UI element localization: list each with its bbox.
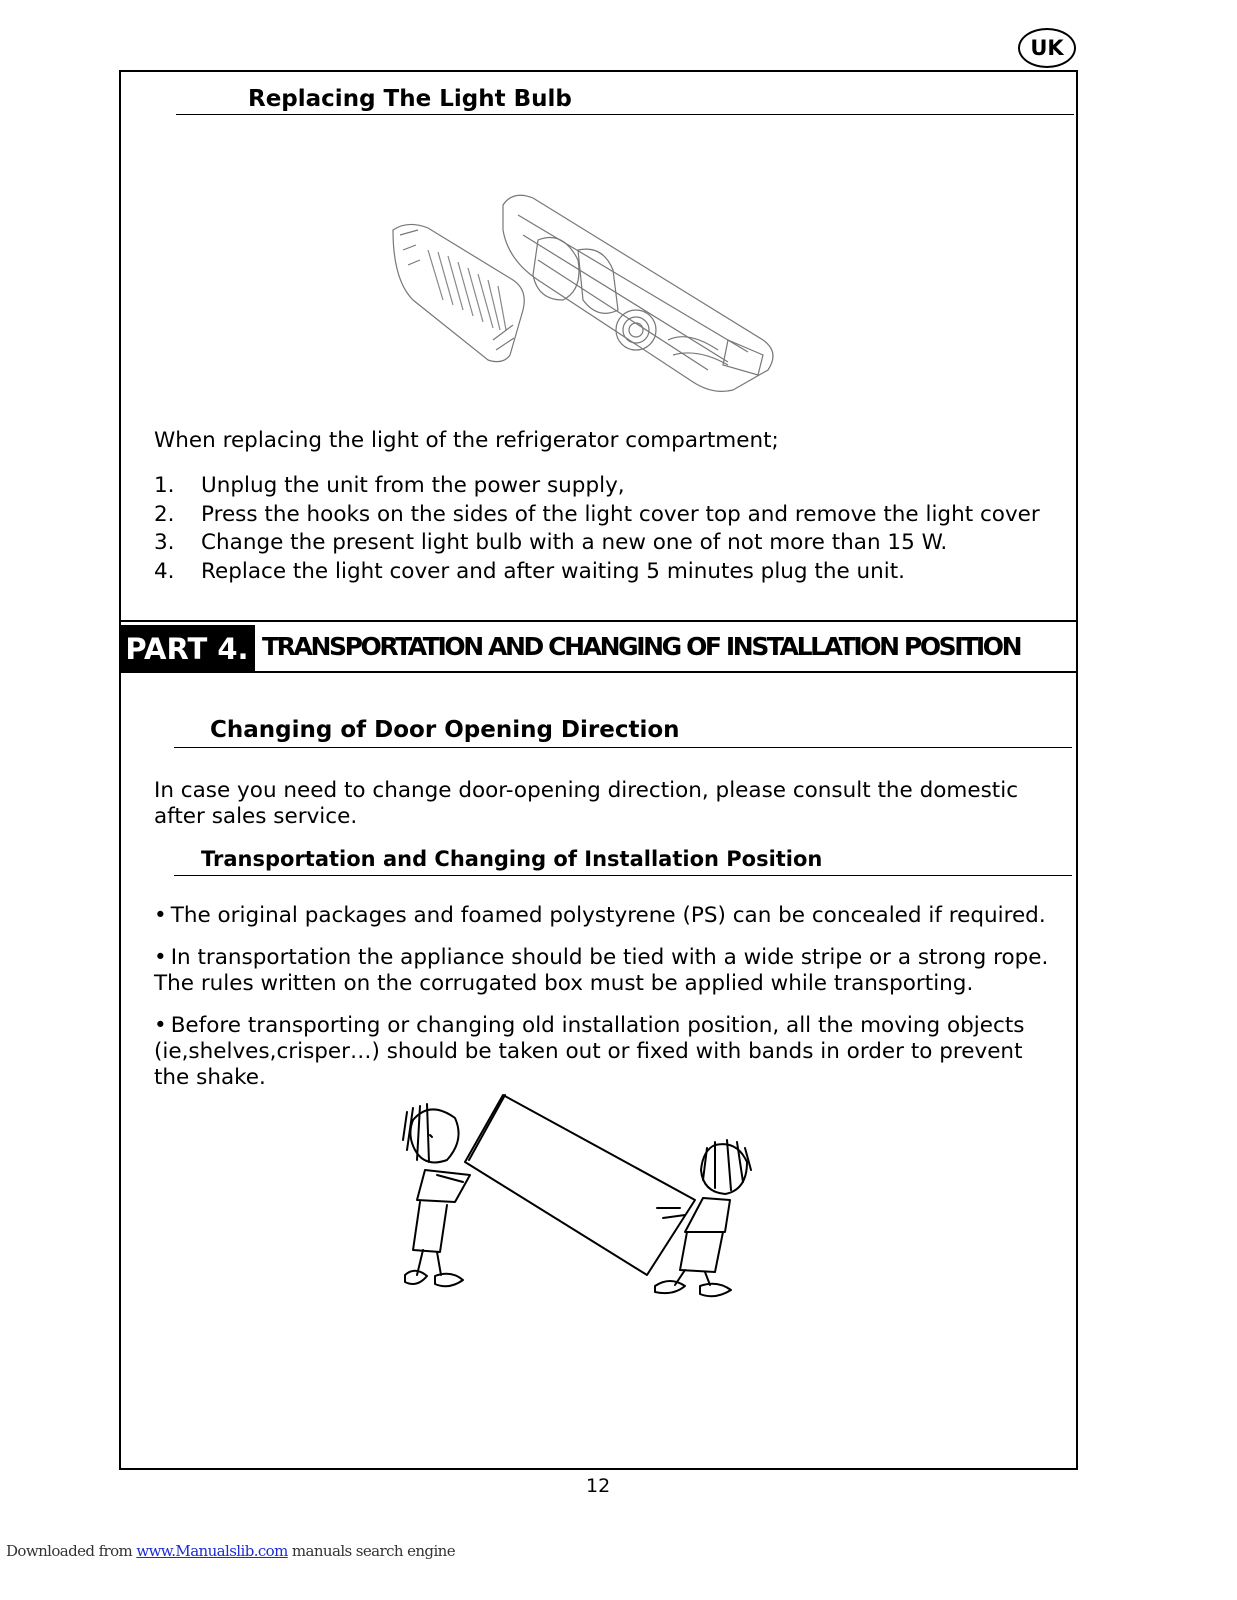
list-item — [154, 472, 1040, 501]
bullet-item — [154, 945, 1064, 997]
section-heading-light-bulb: Replacing The Light Bulb — [248, 86, 572, 112]
list-item — [154, 558, 1040, 587]
footer-suffix: manuals search engine — [287, 1542, 455, 1560]
bullet-icon: • — [154, 945, 167, 970]
step-text: Replace the light cover and after waiting 5 minutes plug the unit. — [201, 558, 906, 584]
step-text: Change the present light bulb with a new one of not more than 15 W. — [201, 530, 948, 555]
section-heading-transportation: Transportation and Changing of Installation Position — [201, 847, 823, 871]
step-number: 2. — [154, 501, 175, 527]
page-number: 12 — [586, 1475, 611, 1497]
step-number: 1. — [154, 473, 175, 498]
step-number: 3. — [154, 530, 175, 555]
bullet-icon: • — [154, 903, 167, 928]
part-label: PART 4. — [119, 625, 255, 671]
language-badge: UK — [1018, 28, 1076, 68]
light-cover-illustration — [388, 190, 788, 395]
bullet-item — [154, 903, 1064, 929]
list-item — [154, 501, 1040, 530]
step-text: Press the hooks on the sides of the light cover top and remove the light cover — [201, 501, 1040, 527]
step-number: 4. — [154, 558, 175, 584]
light-bulb-steps — [154, 472, 1040, 586]
bullet-icon: • — [154, 1013, 167, 1038]
list-item — [154, 529, 1040, 558]
bullet-text: The original packages and foamed polystyrene (PS) can be concealed if required. — [170, 903, 1046, 928]
footer-prefix: Downloaded from — [6, 1542, 137, 1560]
download-footer — [6, 1542, 455, 1560]
heading-underline — [174, 875, 1072, 876]
step-text: Unplug the unit from the power supply, — [201, 473, 625, 498]
part-band-bottom-rule — [119, 671, 1076, 673]
section-heading-door-direction: Changing of Door Opening Direction — [210, 717, 680, 743]
bullet-text: In transportation the appliance should be tied with a wide stripe or a strong rope. The rules written on the corrugated box must be applied while transporting. — [154, 945, 1049, 996]
part-band-top-rule — [119, 620, 1076, 622]
manualslib-link[interactable]: www.Manualslib.com — [136, 1542, 288, 1560]
light-bulb-intro: When replacing the light of the refrigerator compartment; — [154, 428, 779, 453]
bullet-text: Before transporting or changing old installation position, all the moving objects (ie,shelves,crisper…) should be taken out or fixed with bands in order to prevent the shake. — [154, 1013, 1025, 1090]
door-direction-text: In case you need to change door-opening direction, please consult the domestic after sales service. — [154, 778, 1019, 829]
heading-underline — [176, 114, 1074, 115]
heading-underline — [174, 747, 1072, 748]
part-title: TRANSPORTATION AND CHANGING OF INSTALLATION POSITION — [262, 632, 1021, 661]
bullet-item — [154, 1013, 1064, 1091]
people-carrying-fridge-illustration — [385, 1090, 775, 1305]
